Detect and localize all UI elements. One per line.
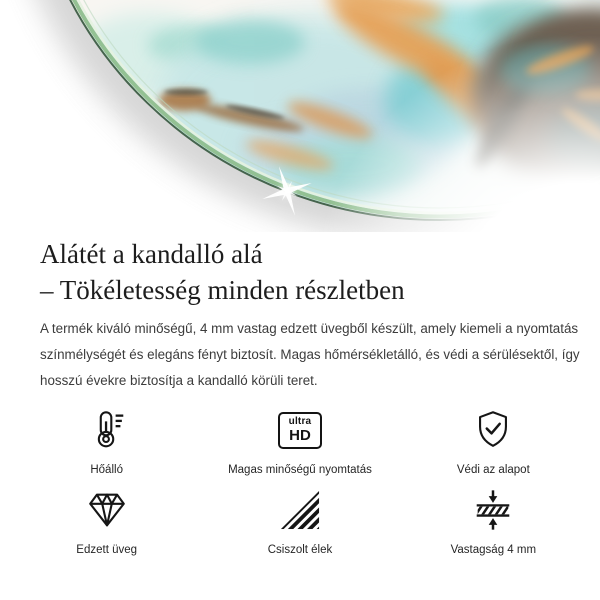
feature-polished-edges — [203, 487, 396, 557]
title-line-1: Alátét a kandalló alá — [40, 239, 263, 269]
feature-protects-base — [397, 407, 590, 477]
page-title — [40, 236, 560, 308]
ultra-hd-text-bottom: HD — [289, 427, 311, 445]
description-line: hosszú évekre biztosítja a kandalló körüli teret. — [40, 372, 318, 388]
ultra-hd-badge-icon — [278, 412, 322, 449]
product-description — [40, 316, 580, 393]
feature-label: Csiszolt élek — [267, 544, 333, 557]
title-line-2: – Tökéletesség minden részletben — [40, 275, 405, 305]
feature-label: Vastagság 4 mm — [450, 544, 537, 557]
thickness-arrows-icon — [470, 487, 516, 533]
feature-heat-resistant — [10, 407, 203, 477]
feature-label: Edzett üveg — [76, 544, 138, 557]
feature-thickness — [397, 487, 590, 557]
feature-tempered-glass — [10, 487, 203, 557]
features-grid — [10, 407, 590, 557]
product-photo — [0, 0, 600, 232]
polished-edge-icon — [277, 487, 323, 533]
feature-label: Védi az alapot — [456, 464, 530, 477]
product-copy — [0, 236, 600, 393]
feature-label: Hőálló — [90, 464, 123, 477]
feature-label: Magas minőségű nyomtatás — [228, 464, 372, 477]
feature-print-quality — [203, 407, 396, 477]
glass-pad-photo-illustration — [0, 0, 600, 232]
description-line: színmélységét és elegáns fényt biztosít. Magas hőmérsékletálló, és védi a sérülésektől, így — [40, 346, 580, 362]
ultra-hd-text-top: ultra — [288, 416, 312, 428]
shield-check-icon — [470, 407, 516, 453]
description-line: A termék kiváló minőségű, 4 mm vastag edzett üvegből készült, amely kiemeli a nyomtatás — [40, 321, 579, 336]
thermometer-icon — [84, 407, 130, 453]
diamond-icon — [84, 487, 130, 533]
